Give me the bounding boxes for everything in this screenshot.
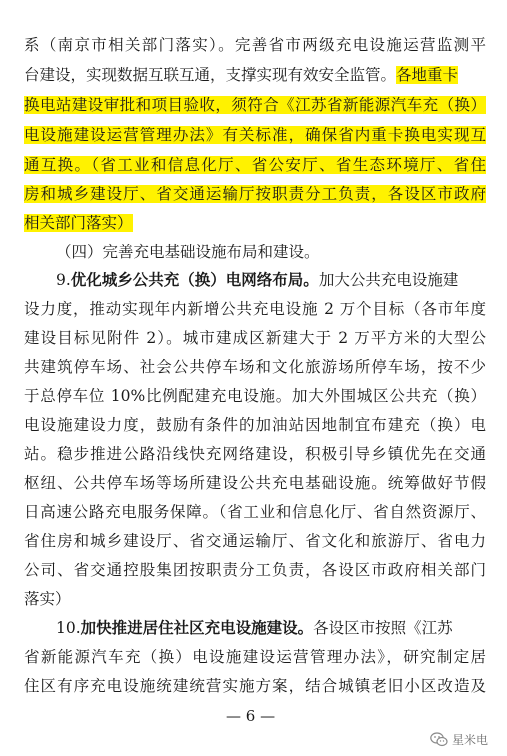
item-number: 10. [56, 619, 81, 637]
highlighted-text: 各地重卡 [396, 66, 459, 84]
text-line-10: 建设目标见附件 2）。城市建成区新建大于 2 万平方米的大型公 [24, 329, 486, 347]
section-heading: （四）完善充电基础设施布局和建设。 [56, 243, 320, 261]
text-run: 加大公共充电设施建 [318, 271, 459, 289]
highlighted-text: 电设施建设运营管理办法》有关标准，确保省内重卡换电实现互 [24, 126, 486, 144]
text-line-17: 省住房和城乡建设厅、省交通运输厅、省文化和旅游厅、省电力 [24, 532, 486, 550]
item-title: 加快推进居住社区充电设施建设。 [80, 618, 314, 637]
text-run: 台建设，实现数据互联互通，支撑实现有效安全监管。 [24, 66, 397, 84]
text-line-19: 落实） [24, 590, 71, 608]
text-line-21: 省新能源汽车充（换）电设施建设运营管理办法》，研究制定居 [24, 648, 486, 666]
text-line-9: 设力度，推动实现年内新增公共充电设施 2 万个目标（各市年度 [24, 300, 486, 318]
highlighted-text: 换电站建设审批和项目验收，须符合《江苏省新能源汽车充（换） [24, 96, 486, 114]
highlighted-text: 通互换。（省工业和信息化厅、省公安厅、省生态环境厅、省住 [24, 156, 486, 174]
watermark [430, 731, 488, 748]
text-line-13: 电设施建设力度，鼓励有条件的加油站因地制宜布建充（换）电 [24, 416, 486, 434]
text-line-15: 枢纽、公共停车场等场所建设公共充电基础设施。统筹做好节假 [24, 474, 486, 492]
text-line-4 [24, 123, 486, 147]
text-line-18: 公司、省交通控股集团按职责分工负责，各设区市政府相关部门 [24, 561, 486, 579]
item-title: 优化城乡公共充（换）电网络布局。 [70, 270, 319, 289]
text-line-3 [24, 93, 486, 117]
text-line-12: 于总停车位 10%比例配建充电设施。加大外围城区公共充（换） [24, 387, 486, 405]
watermark-text: 星米电 [452, 733, 489, 747]
text-line-16: 日高速公路充电服务保障。（省工业和信息化厅、省自然资源厅、 [24, 503, 486, 521]
text-line-11: 共建筑停车场、社会公共停车场和文化旅游场所停车场，按不少 [24, 358, 486, 376]
item-9-heading-line [56, 268, 486, 292]
text-line-22: 住区有序充电设施统建统营实施方案，结合城镇老旧小区改造及 [24, 677, 486, 695]
text-line-7 [24, 211, 486, 235]
text-run: 各设区市按照《江苏 [313, 619, 453, 637]
text-line-1: 系（南京市相关部门落实）。完善省市两级充电设施运营监测平 [24, 36, 486, 54]
text-line-6 [24, 182, 486, 206]
text-line-14: 站。稳步推进公路沿线快充网络建设，积极引导乡镇优先在交通 [24, 445, 486, 463]
highlighted-text: 相关部门落实） [24, 214, 133, 232]
item-number: 9. [56, 271, 71, 289]
highlighted-text: 房和城乡建设厅、省交通运输厅按职责分工负责，各设区市政府 [24, 185, 486, 203]
text-line-2 [24, 63, 486, 87]
text-line-5 [24, 153, 486, 177]
wechat-icon [430, 732, 448, 747]
page-number: — 6 — [226, 707, 276, 725]
item-10-heading-line [56, 616, 486, 640]
